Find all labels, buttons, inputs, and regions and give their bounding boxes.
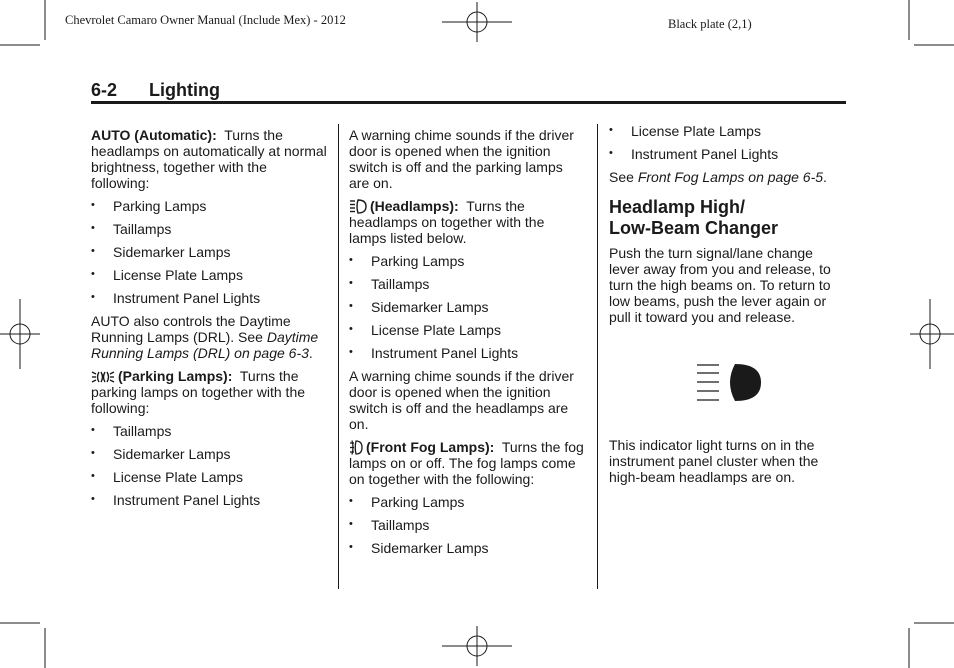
- list-item: • Instrument Panel Lights: [91, 290, 327, 306]
- auto-paragraph: [91, 127, 327, 191]
- list-item: • License Plate Lamps: [349, 322, 585, 338]
- column-divider: [338, 124, 339, 589]
- drl-reference-link[interactable]: Daytime Running Lamps (DRL) on page 6-3: [91, 329, 319, 361]
- auto-text: Turns the headlamps on automatically at normal brightness, together with the following:: [91, 127, 327, 191]
- heading-line-1: Headlamp High/: [609, 197, 746, 217]
- drl-text: AUTO also controls the Daytime Running Lamps (DRL). See: [91, 313, 291, 345]
- fog-list: [349, 494, 585, 556]
- list-item: • License Plate Lamps: [91, 469, 327, 485]
- headlamps-paragraph: [349, 198, 585, 246]
- headlamps-list: [349, 253, 585, 361]
- fog-list-continued: [609, 123, 845, 162]
- column-divider: [597, 124, 598, 589]
- fog-paragraph: [349, 439, 585, 487]
- chime-paragraph: A warning chime sounds if the driver door is opened when the ignition switch is off and the headlamps are on.: [349, 368, 574, 432]
- heading-line-2: Low-Beam Changer: [609, 218, 779, 238]
- list-item: • License Plate Lamps: [609, 123, 845, 139]
- headlamps-term: (Headlamps):: [370, 198, 459, 214]
- parking-lamps-icon: [91, 370, 115, 384]
- column-1: [91, 127, 327, 515]
- list-item: • License Plate Lamps: [91, 267, 327, 283]
- list-item: • Parking Lamps: [349, 253, 585, 269]
- drl-end: .: [308, 345, 313, 361]
- list-item: • Sidemarker Lamps: [349, 540, 585, 556]
- section-number: 6-2: [91, 80, 118, 100]
- list-item: • Sidemarker Lamps: [91, 446, 327, 462]
- list-item: • Sidemarker Lamps: [349, 299, 585, 315]
- section-rule: [91, 101, 846, 104]
- headlamps-text: Turns the headlamps on together with the lamps listed below.: [349, 198, 545, 246]
- subsection-heading: [609, 197, 845, 239]
- see-end: .: [823, 169, 827, 185]
- auto-list: [91, 198, 327, 306]
- headlamps-icon: [349, 199, 367, 214]
- list-item: • Instrument Panel Lights: [609, 146, 845, 162]
- parking-term: (Parking Lamps):: [118, 368, 233, 384]
- list-item: • Taillamps: [91, 221, 327, 237]
- list-item: • Instrument Panel Lights: [91, 492, 327, 508]
- see-paragraph: [609, 169, 845, 185]
- column-2: [349, 127, 585, 563]
- parking-text: Turns the parking lamps on together with the following:: [91, 368, 306, 416]
- list-item: • Instrument Panel Lights: [349, 345, 585, 361]
- list-item: • Parking Lamps: [91, 198, 327, 214]
- fog-reference-link[interactable]: Front Fog Lamps on page 6-5: [637, 169, 824, 185]
- list-item: • Sidemarker Lamps: [91, 244, 327, 260]
- section-heading: [91, 80, 220, 101]
- plate-label: Black plate (2,1): [668, 17, 752, 31]
- parking-paragraph: [91, 368, 327, 416]
- section-title: Lighting: [149, 80, 220, 100]
- front-fog-lamps-icon: [349, 440, 363, 455]
- list-item: • Taillamps: [91, 423, 327, 439]
- drl-paragraph: [91, 313, 327, 361]
- running-header: Chevrolet Camaro Owner Manual (Include Mex) - 2012: [65, 13, 346, 27]
- see-text: See: [609, 169, 638, 185]
- auto-term: AUTO (Automatic):: [91, 127, 217, 143]
- list-item: • Parking Lamps: [349, 494, 585, 510]
- parking-list: [91, 423, 327, 508]
- list-item: • Taillamps: [349, 517, 585, 533]
- list-item: • Taillamps: [349, 276, 585, 292]
- chime-paragraph: A warning chime sounds if the driver door is opened when the ignition switch is off and the parking lamps are on.: [349, 127, 574, 191]
- push-paragraph: Push the turn signal/lane change lever away from you and release, to turn the high beams on. To return to low beams, push the lever again or pull it toward you and release.: [609, 245, 831, 325]
- column-3: [609, 123, 845, 492]
- fog-term: (Front Fog Lamps):: [366, 439, 495, 455]
- high-beam-indicator-icon: [695, 363, 761, 403]
- indicator-paragraph: This indicator light turns on in the instrument panel cluster when the high-beam headlamps are on.: [609, 437, 819, 485]
- fog-text: Turns the fog lamps on or off. The fog lamps come on together with the following:: [349, 439, 584, 487]
